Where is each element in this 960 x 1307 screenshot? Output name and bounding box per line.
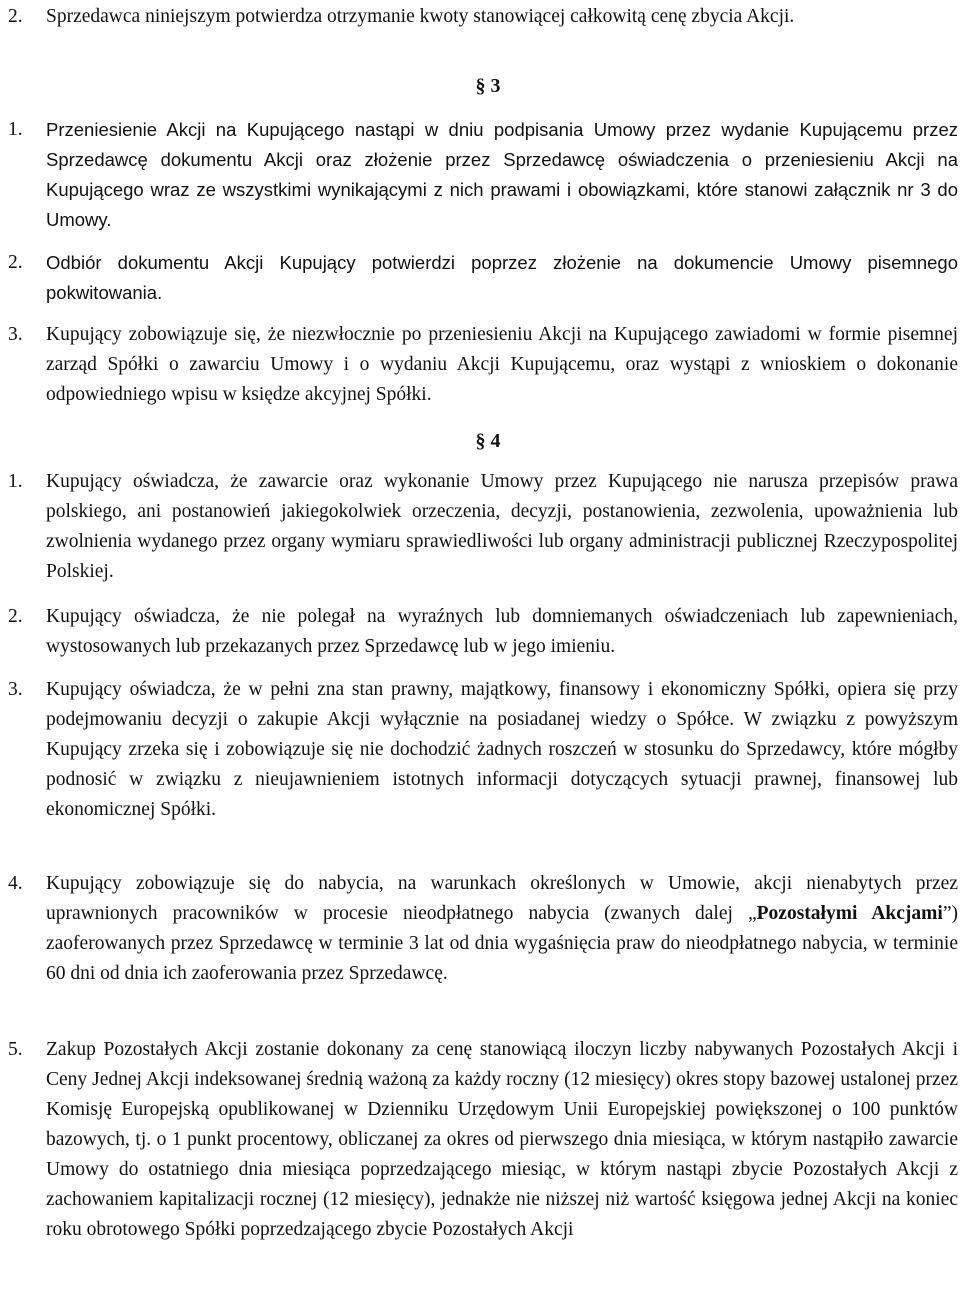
section-4-heading: § 4 [475, 430, 501, 452]
paragraph-text: Odbiór dokumentu Akcji Kupujący potwierdzi poprzez złożenie na dokumencie Umowy pisemnego pokwitowania. [46, 252, 958, 303]
section-3-paragraph-2 [8, 248, 958, 308]
section-4-paragraph-1 [8, 467, 958, 587]
paragraph-top-2 [8, 2, 958, 32]
section-3-heading: § 3 [475, 75, 501, 97]
section-3-paragraph-1 [8, 115, 958, 235]
section-4-paragraph-4 [8, 869, 958, 989]
paragraph-text: Sprzedawca niniejszym potwierdza otrzymanie kwoty stanowiącej całkowitą cenę zbycia Akcji. [46, 6, 795, 27]
paragraph-text: Kupujący oświadcza, że nie polegał na wyraźnych lub domniemanych oświadczeniach lub zapewnieniach, wystosowanych lub przekazanych przez Sprzedawcę lub w jego imieniu. [46, 606, 958, 657]
defined-term: Pozostałymi Akcjami [756, 903, 943, 924]
paragraph-number: 5. [8, 1039, 23, 1060]
text-after: ”) zaoferowanych przez Sprzedawcę w terminie 3 lat od dnia wygaśnięcia praw do nieodpłatnego nabycia, w terminie 60 dni od dnia ich zaoferowania przez Sprzedawcę. [46, 903, 958, 984]
paragraph-number: 3. [8, 324, 23, 345]
paragraph-number: 2. [8, 606, 23, 627]
text-before: Kupujący zobowiązuje się do nabycia, na warunkach określonych w Umowie, akcji nienabytych przez uprawnionych pracowników w procesie nieodpłatnego nabycia (zwanych dalej „ [46, 873, 958, 924]
section-4-paragraph-3 [8, 675, 958, 825]
paragraph-text: Kupujący zobowiązuje się, że niezwłocznie po przeniesieniu Akcji na Kupującego zawiadomi w formie pisemnej zarząd Spółki o zawarciu Umowy i o wydaniu Akcji Kupującemu, oraz wystąpi z wnioskiem o dokonanie odpowiedniego wpisu w księdze akcyjnej Spółki. [46, 324, 958, 405]
paragraph-text: Przeniesienie Akcji na Kupującego nastąpi w dniu podpisania Umowy przez wydanie Kupującemu przez Sprzedawcę dokumentu Akcji oraz złożenie przez Sprzedawcę oświadczenia o przeniesieniu Akcji na Kupującego wraz ze wszystkimi wynikającymi z nich prawami i obowiązkami, które stanowi załącznik nr 3 do Umowy. [46, 119, 958, 230]
section-4-paragraph-5 [8, 1035, 958, 1245]
paragraph-text [46, 869, 958, 989]
paragraph-number: 3. [8, 679, 23, 700]
paragraph-number: 1. [8, 471, 23, 492]
paragraph-number: 1. [8, 119, 23, 140]
section-3-paragraph-3 [8, 320, 958, 410]
paragraph-text: Zakup Pozostałych Akcji zostanie dokonany za cenę stanowiącą iloczyn liczby nabywanych Pozostałych Akcji i Ceny Jednej Akcji indeksowanej średnią ważoną za każdy roczny (12 miesięcy) okres stopy bazowej ustalonej przez Komisję Europejską opublikowanej w Dzienniku Urzędowym Unii Europejskiej powiększonej o 100 punktów bazowych, tj. o 1 punkt procentowy, obliczanej za okres od pierwszego dnia miesiąca, w którym nastąpiło zawarcie Umowy do ostatniego dnia miesiąca poprzedzającego miesiąc, w którym nastąpi zbycie Pozostałych Akcji z zachowaniem kapitalizacji rocznej (12 miesięcy), jednakże nie niższej niż wartość księgowa jednej Akcji na koniec roku obrotowego Spółki poprzedzającego zbycie Pozostałych Akcji [46, 1039, 958, 1240]
paragraph-number: 2. [8, 252, 23, 273]
paragraph-text: Kupujący oświadcza, że w pełni zna stan prawny, majątkowy, finansowy i ekonomiczny Spółki, opiera się przy podejmowaniu decyzji o zakupie Akcji wyłącznie na posiadanej wiedzy o Spółce. W związku z powyższym Kupujący zrzeka się i zobowiązuje się nie dochodzić żadnych roszczeń w stosunku do Sprzedawcy, które mógłby podnosić w związku z nieujawnieniem istotnych informacji dotyczących sytuacji prawnej, finansowej lub ekonomicznej Spółki. [46, 679, 958, 820]
paragraph-number: 2. [8, 6, 23, 27]
paragraph-text: Kupujący oświadcza, że zawarcie oraz wykonanie Umowy przez Kupującego nie narusza przepisów prawa polskiego, ani postanowień jakiegokolwiek orzeczenia, decyzji, postanowienia, zezwolenia, upoważnienia lub zwolnienia wydanego przez organy wymiaru sprawiedliwości lub organy administracji publicznej Rzeczypospolitej Polskiej. [46, 471, 958, 582]
section-4-paragraph-2 [8, 602, 958, 662]
paragraph-number: 4. [8, 873, 23, 894]
